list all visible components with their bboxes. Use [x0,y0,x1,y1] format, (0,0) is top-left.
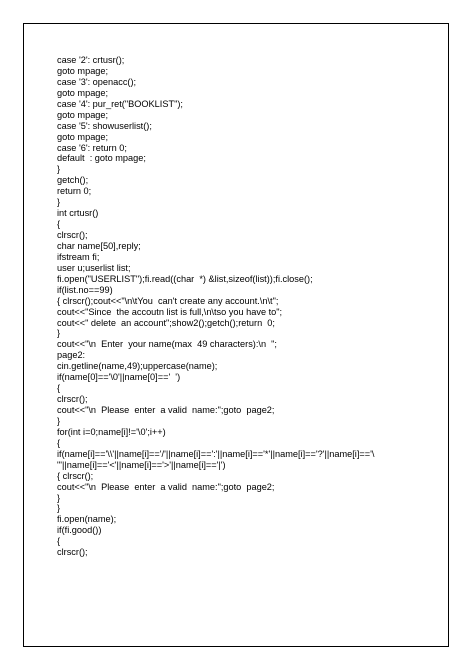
code-line: case '4': pur_ret("BOOKLIST"); [57,98,183,109]
code-line: goto mpage; [57,65,109,76]
code-line: ifstream fi; [57,251,100,262]
code-line: { [57,536,61,547]
code-line: goto mpage; [57,131,109,142]
code-line: } [57,492,61,503]
code-line: } [57,503,61,514]
code-line: goto mpage; [57,109,109,120]
code-line: getch(); [57,175,89,186]
code-line: case '6': return 0; [57,142,127,153]
code-line: cout<<" delete an account";show2();getch();return 0; [57,317,275,328]
code-listing [57,55,437,558]
code-line: int crtusr() [57,208,99,219]
code-line: if(fi.good()) [57,525,102,536]
code-line: } [57,328,61,339]
code-line: { clrscr(); [57,470,94,481]
code-line: if(name[i]=='\\'||name[i]=='/'||name[i]==':'||name[i]=='*'||name[i]=='?'||name[i]=='\ [57,448,375,459]
code-line: default : goto mpage; [57,153,146,164]
code-line: } [57,415,61,426]
code-line: if(list.no==99) [57,284,113,295]
code-line: fi.open(name); [57,514,117,525]
code-line: for(int i=0;name[i]!='\0';i++) [57,426,166,437]
code-line: return 0; [57,186,92,197]
code-line: case '2': crtusr(); [57,55,125,65]
code-line: clrscr(); [57,230,88,240]
code-line: case '3': openacc(); [57,76,137,87]
code-line: } [57,164,61,175]
code-line: { [57,383,61,394]
code-line: char name[50],reply; [57,240,141,251]
code-line: cout<<"\n Please enter a valid name:";goto page2; [57,481,275,492]
code-line: cout<<"Since the accoutn list is full,\n\tso you have to"; [57,306,283,317]
code-line: cout<<"\n Enter your name(max 49 characters):\n "; [57,339,277,350]
code-line: "'||name[i]=='<'||name[i]=='>'||name[i]=='|') [57,459,226,470]
code-line: cin.getline(name,49);uppercase(name); [57,361,218,372]
code-line: if(name[0]=='\0'||name[0]==' ') [57,372,181,383]
code-line: { [57,219,61,230]
code-line: page2: [57,350,86,361]
code-line: clrscr(); [57,547,88,558]
code-line: } [57,197,61,208]
code-line: user u;userlist list; [57,262,131,273]
code-line: fi.open("USERLIST");fi.read((char *) &list,sizeof(list));fi.close(); [57,273,313,284]
code-line: goto mpage; [57,87,109,98]
code-line: case '5': showuserlist(); [57,120,152,131]
code-line: { clrscr();cout<<"\n\tYou can't create any account.\n\t"; [57,295,279,306]
code-line: { [57,437,61,448]
code-line: clrscr(); [57,394,88,405]
code-line: cout<<"\n Please enter a valid name:";goto page2; [57,405,275,415]
